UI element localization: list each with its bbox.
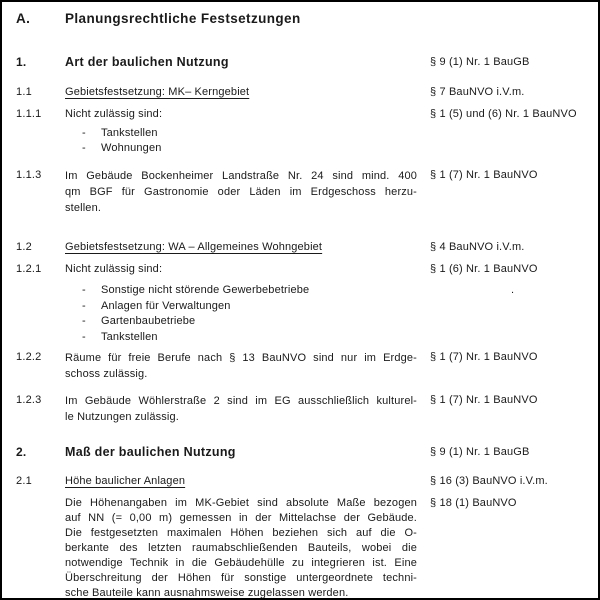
bullet-item xyxy=(65,283,417,299)
legal-ref: § 9 (1) Nr. 1 BauGB xyxy=(430,56,530,68)
bullet-text: Gartenbaubetriebe xyxy=(101,315,196,327)
section-number: 2. xyxy=(16,445,27,459)
bullet-item xyxy=(65,126,417,141)
bullet-dash: - xyxy=(82,142,86,154)
legal-ref: § 1 (6) Nr. 1 BauNVO xyxy=(430,263,538,275)
section-title: Maß der baulichen Nutzung xyxy=(65,445,236,459)
section-title: Höhe baulicher Anlagen xyxy=(65,475,186,487)
bullet-text: Anlagen für Verwaltungen xyxy=(101,299,231,312)
section-title: Nicht zulässig sind: xyxy=(65,108,163,120)
section-number: 1.1.3 xyxy=(16,169,42,181)
bullet-dash: - xyxy=(82,315,86,327)
section-number: 1.2.3 xyxy=(16,394,42,406)
section-number: 2.1 xyxy=(16,475,32,487)
paragraph-line: notwendige Technik in die Gebäudehülle zu integrieren ist. Eine xyxy=(65,557,417,569)
paragraph-line: schoss zulässig. xyxy=(65,368,148,380)
section-paragraph xyxy=(65,168,417,216)
bullet-item xyxy=(65,330,417,346)
section-number: 1.2.2 xyxy=(16,351,42,363)
section-title: Gebietsfestsetzung: MK– Kerngebiet xyxy=(65,86,250,98)
legal-ref: § 4 BauNVO i.V.m. xyxy=(430,241,525,253)
heading-letter: A. xyxy=(16,11,31,26)
section-paragraph xyxy=(65,350,417,382)
bullet-dash: - xyxy=(82,284,86,296)
paragraph-line: Im Gebäude Bockenheimer Landstraße Nr. 24 sind mind. 400 xyxy=(65,170,417,182)
section-title: Nicht zulässig sind: xyxy=(65,263,163,275)
bullet-item xyxy=(65,299,417,315)
paragraph-line: Die Höhenangaben im MK-Gebiet sind absolute Maße bezogen xyxy=(65,497,417,509)
paragraph-line: Im Gebäude Wöhlerstraße 2 sind im EG ausschließlich kulturel- xyxy=(65,395,417,407)
section-paragraph xyxy=(65,496,417,600)
section-number: 1.2.1 xyxy=(16,263,42,275)
bullet-list xyxy=(65,283,417,345)
section-title: Gebietsfestsetzung: WA – Allgemeines Wohngebiet xyxy=(65,241,323,253)
paragraph-line: auf NN (= 0,00 m) gemessen in der Mittelachse der Gebäude. xyxy=(65,512,417,524)
legal-ref: § 1 (7) Nr. 1 BauNVO xyxy=(430,351,538,363)
scan-artifact-dot: . xyxy=(511,284,515,296)
bullet-text: Tankstellen xyxy=(101,127,158,139)
section-paragraph xyxy=(65,393,417,425)
section-number: 1.2 xyxy=(16,241,32,253)
bullet-dash: - xyxy=(82,330,86,343)
paragraph-line: le Nutzungen zulässig. xyxy=(65,411,179,423)
paragraph-line: sche Bauteile kann ausnahmsweise zugelassen werden. xyxy=(65,587,349,599)
section-number: 1.1 xyxy=(16,86,32,98)
bullet-item xyxy=(65,314,417,330)
section-number: 1. xyxy=(16,55,27,69)
legal-ref: § 7 BauNVO i.V.m. xyxy=(430,86,525,98)
page-title: Planungsrechtliche Festsetzungen xyxy=(65,11,301,26)
legal-ref: § 1 (7) Nr. 1 BauNVO xyxy=(430,394,538,406)
section-title: Art der baulichen Nutzung xyxy=(65,55,229,69)
paragraph-line: qm BGF für Gastronomie oder Läden im Erdgeschoss herzu- xyxy=(65,186,417,198)
legal-ref: § 16 (3) BauNVO i.V.m. xyxy=(430,475,548,487)
legal-ref: § 9 (1) Nr. 1 BauGB xyxy=(430,446,530,458)
legal-ref: § 18 (1) BauNVO xyxy=(430,497,517,509)
bullet-item xyxy=(65,141,417,156)
bullet-text: Tankstellen xyxy=(101,330,158,343)
legal-ref: § 1 (7) Nr. 1 BauNVO xyxy=(430,169,538,181)
section-number: 1.1.1 xyxy=(16,108,42,120)
paragraph-line: Überschreitung der Höhen für sonstige untergeordnete techni- xyxy=(65,572,417,584)
paragraph-line: stellen. xyxy=(65,202,102,214)
bullet-dash: - xyxy=(82,127,86,139)
paragraph-line: Die festgesetzten maximalen Höhen beziehen sich auf die O- xyxy=(65,527,417,539)
bullet-text: Sonstige nicht störende Gewerbebetriebe xyxy=(101,284,310,296)
bullet-dash: - xyxy=(82,299,86,312)
bullet-text: Wohnungen xyxy=(101,142,162,154)
paragraph-line: berkante des letzten raumabschließenden Bauteils, wobei die xyxy=(65,542,417,554)
bullet-list xyxy=(65,126,417,156)
legal-ref: § 1 (5) und (6) Nr. 1 BauNVO xyxy=(430,108,577,120)
paragraph-line: Räume für freie Berufe nach § 13 BauNVO sind nur im Erdge- xyxy=(65,352,417,364)
